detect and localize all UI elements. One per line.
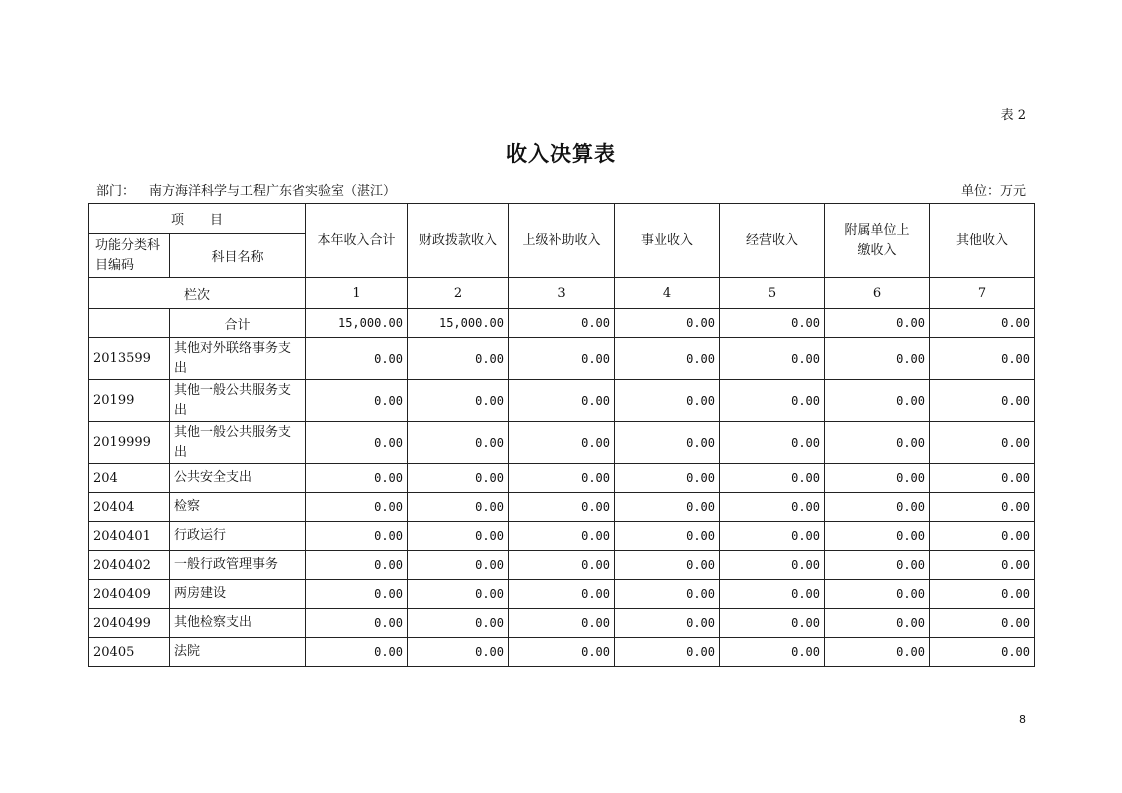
- subject-name: 公共安全支出: [170, 464, 306, 493]
- amount-cell: 0.00: [930, 338, 1035, 380]
- table-label: 表 2: [1000, 108, 1026, 123]
- department-line: [96, 180, 396, 199]
- amount-cell: 0.00: [306, 580, 408, 609]
- amount-cell: 0.00: [720, 422, 825, 464]
- header-col-4: 事业收入: [615, 204, 720, 278]
- amount-cell: 0.00: [615, 522, 720, 551]
- page-title: 收入决算表: [506, 141, 616, 166]
- amount-cell: 0.00: [306, 380, 408, 422]
- amount-cell: 0.00: [408, 551, 509, 580]
- amount-cell: 0.00: [408, 493, 509, 522]
- amount-cell: 0.00: [509, 380, 615, 422]
- column-number-row: [89, 278, 1035, 309]
- table-row: [89, 464, 1035, 493]
- amount-cell: 0.00: [615, 580, 720, 609]
- amount-cell: 0.00: [509, 464, 615, 493]
- total-value: 0.00: [615, 309, 720, 338]
- department-name: 南方海洋科学与工程广东省实验室（湛江）: [149, 184, 397, 199]
- unit-label: 单位：万元: [960, 184, 1026, 199]
- amount-cell: 0.00: [408, 580, 509, 609]
- function-code: 20404: [89, 493, 170, 522]
- amount-cell: 0.00: [306, 609, 408, 638]
- amount-cell: 0.00: [720, 638, 825, 667]
- amount-cell: 0.00: [825, 609, 930, 638]
- function-code: 2019999: [89, 422, 170, 464]
- amount-cell: 0.00: [930, 609, 1035, 638]
- amount-cell: 0.00: [930, 551, 1035, 580]
- amount-cell: 0.00: [825, 522, 930, 551]
- total-code-cell: [89, 309, 170, 338]
- amount-cell: 0.00: [930, 380, 1035, 422]
- header-row: [89, 204, 1035, 234]
- amount-cell: 0.00: [615, 464, 720, 493]
- column-number: 2: [408, 278, 509, 309]
- amount-cell: 0.00: [306, 338, 408, 380]
- amount-cell: 0.00: [615, 422, 720, 464]
- total-value: 0.00: [509, 309, 615, 338]
- amount-cell: 0.00: [509, 493, 615, 522]
- subject-name: 检察: [170, 493, 306, 522]
- amount-cell: 0.00: [930, 464, 1035, 493]
- amount-cell: 0.00: [825, 338, 930, 380]
- column-number-label: 栏次: [89, 278, 306, 309]
- amount-cell: 0.00: [509, 338, 615, 380]
- subject-name: 其他一般公共服务支出: [170, 422, 306, 464]
- amount-cell: 0.00: [930, 638, 1035, 667]
- amount-cell: 0.00: [306, 638, 408, 667]
- amount-cell: 0.00: [930, 522, 1035, 551]
- total-row: [89, 309, 1035, 338]
- table-row: [89, 422, 1035, 464]
- function-code: 2040409: [89, 580, 170, 609]
- amount-cell: 0.00: [615, 380, 720, 422]
- header-col-2: 财政拨款收入: [408, 204, 509, 278]
- table-row: [89, 380, 1035, 422]
- amount-cell: 0.00: [615, 638, 720, 667]
- amount-cell: 0.00: [720, 609, 825, 638]
- amount-cell: 0.00: [509, 551, 615, 580]
- amount-cell: 0.00: [825, 638, 930, 667]
- function-code: 2040401: [89, 522, 170, 551]
- function-code: 20199: [89, 380, 170, 422]
- header-func-code: 功能分类科目编码: [89, 234, 170, 278]
- header-col-5: 经营收入: [720, 204, 825, 278]
- header-item: 项 目: [89, 204, 306, 234]
- amount-cell: 0.00: [408, 638, 509, 667]
- amount-cell: 0.00: [306, 493, 408, 522]
- table-row: [89, 493, 1035, 522]
- column-number: 1: [306, 278, 408, 309]
- function-code: 2040499: [89, 609, 170, 638]
- function-code: 204: [89, 464, 170, 493]
- total-label: 合计: [170, 309, 306, 338]
- subject-name: 行政运行: [170, 522, 306, 551]
- amount-cell: 0.00: [720, 580, 825, 609]
- income-table: [88, 203, 1035, 667]
- function-code: 2013599: [89, 338, 170, 380]
- table-row: [89, 609, 1035, 638]
- subject-name: 法院: [170, 638, 306, 667]
- amount-cell: 0.00: [306, 551, 408, 580]
- header-subject-name: 科目名称: [170, 234, 306, 278]
- subject-name: 其他检察支出: [170, 609, 306, 638]
- amount-cell: 0.00: [408, 522, 509, 551]
- column-number: 6: [825, 278, 930, 309]
- amount-cell: 0.00: [720, 522, 825, 551]
- amount-cell: 0.00: [720, 338, 825, 380]
- amount-cell: 0.00: [720, 380, 825, 422]
- subject-name: 两房建设: [170, 580, 306, 609]
- amount-cell: 0.00: [825, 422, 930, 464]
- amount-cell: 0.00: [825, 551, 930, 580]
- subject-name: 一般行政管理事务: [170, 551, 306, 580]
- total-value: 0.00: [720, 309, 825, 338]
- total-value: 15,000.00: [408, 309, 509, 338]
- amount-cell: 0.00: [615, 338, 720, 380]
- amount-cell: 0.00: [930, 422, 1035, 464]
- amount-cell: 0.00: [306, 464, 408, 493]
- subject-name: 其他一般公共服务支出: [170, 380, 306, 422]
- function-code: 20405: [89, 638, 170, 667]
- table-row: [89, 551, 1035, 580]
- table-row: [89, 338, 1035, 380]
- amount-cell: 0.00: [509, 522, 615, 551]
- header-col-3: 上级补助收入: [509, 204, 615, 278]
- amount-cell: 0.00: [306, 422, 408, 464]
- amount-cell: 0.00: [720, 493, 825, 522]
- column-number: 5: [720, 278, 825, 309]
- header-col-7: 其他收入: [930, 204, 1035, 278]
- amount-cell: 0.00: [408, 609, 509, 638]
- amount-cell: 0.00: [720, 551, 825, 580]
- amount-cell: 0.00: [825, 493, 930, 522]
- column-number: 4: [615, 278, 720, 309]
- total-value: 0.00: [930, 309, 1035, 338]
- amount-cell: 0.00: [509, 580, 615, 609]
- amount-cell: 0.00: [408, 338, 509, 380]
- amount-cell: 0.00: [720, 464, 825, 493]
- page-number: 8: [1019, 713, 1026, 726]
- amount-cell: 0.00: [408, 422, 509, 464]
- amount-cell: 0.00: [615, 609, 720, 638]
- subject-name: 其他对外联络事务支出: [170, 338, 306, 380]
- function-code: 2040402: [89, 551, 170, 580]
- amount-cell: 0.00: [509, 638, 615, 667]
- total-value: 0.00: [825, 309, 930, 338]
- amount-cell: 0.00: [615, 551, 720, 580]
- column-number: 7: [930, 278, 1035, 309]
- amount-cell: 0.00: [408, 464, 509, 493]
- amount-cell: 0.00: [825, 380, 930, 422]
- header-col-6: 附属单位上缴收入: [825, 204, 930, 278]
- amount-cell: 0.00: [825, 464, 930, 493]
- amount-cell: 0.00: [306, 522, 408, 551]
- amount-cell: 0.00: [930, 580, 1035, 609]
- amount-cell: 0.00: [615, 493, 720, 522]
- table-row: [89, 638, 1035, 667]
- total-value: 15,000.00: [306, 309, 408, 338]
- column-number: 3: [509, 278, 615, 309]
- department-label: 部门：: [96, 184, 136, 199]
- table-row: [89, 580, 1035, 609]
- amount-cell: 0.00: [509, 609, 615, 638]
- amount-cell: 0.00: [825, 580, 930, 609]
- amount-cell: 0.00: [930, 493, 1035, 522]
- header-col-1: 本年收入合计: [306, 204, 408, 278]
- table-row: [89, 522, 1035, 551]
- amount-cell: 0.00: [509, 422, 615, 464]
- amount-cell: 0.00: [408, 380, 509, 422]
